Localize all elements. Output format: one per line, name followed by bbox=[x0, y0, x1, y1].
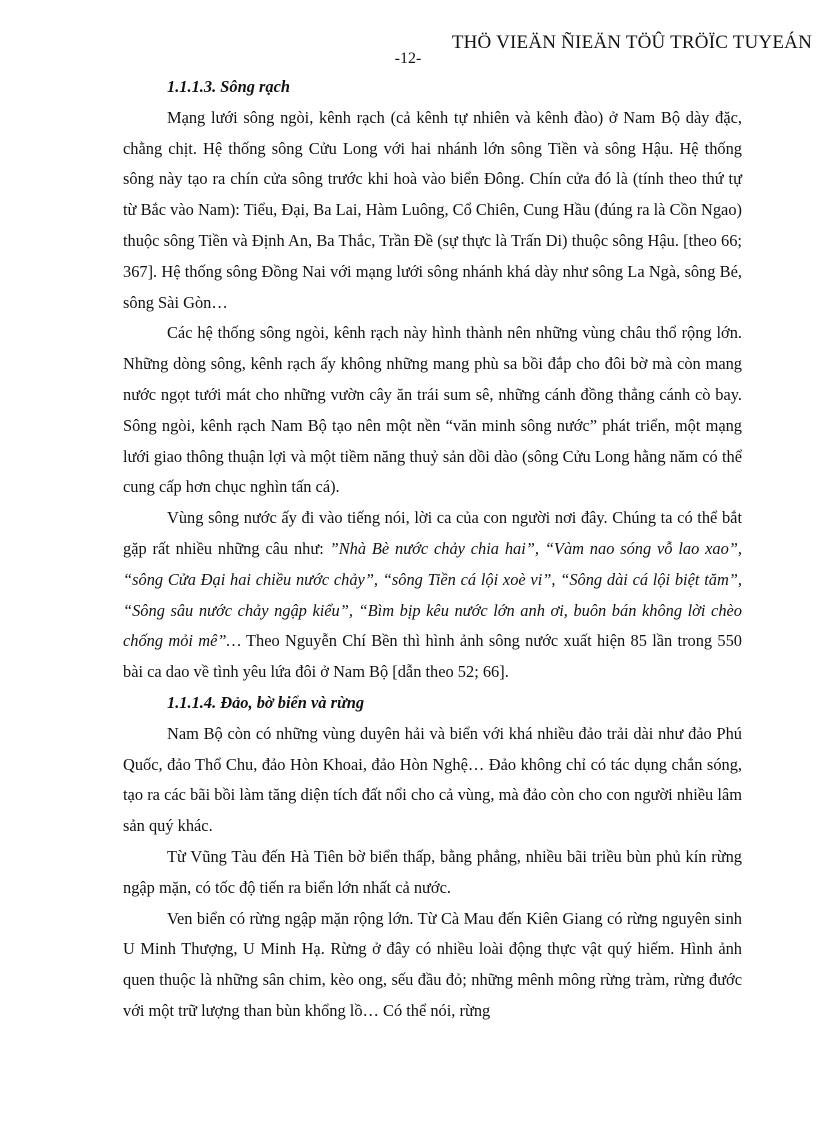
section-heading-dao-bo-bien-rung: 1.1.1.4. Đảo, bờ biển và rừng bbox=[167, 692, 365, 712]
paragraph-intro: Vùng sông nước ấy đi vào tiếng nói, lời ca của con người nơi đây. Chúng ta có thể bắt gặp rất nhiều những câu như: bbox=[123, 508, 742, 558]
paragraph: Các hệ thống sông ngòi, kênh rạch này hình thành nên những vùng châu thổ rộng lớn. Những dòng sông, kênh rạch ấy không những mang phù sa bồi đắp cho đôi bờ mà còn mang nước ngọt tưới mát cho những vườn cây ăn trái sum sê, những cánh đồng thẳng cánh cò bay. Sông ngòi, kênh rạch Nam Bộ tạo nên một nền “văn minh sông nước” phát triển, một mạng lưới giao thông thuận lợi và một tiềm năng thuỷ sản dồi dào (sông Cửu Long hằng năm có thể cung cấp hơn chục nghìn tấn cá). bbox=[123, 323, 742, 497]
paragraph: Từ Vũng Tàu đến Hà Tiên bờ biển thấp, bằng phẳng, nhiều bãi triều bùn phủ kín rừng ngập mặn, có tốc độ tiến ra biển lớn nhất cả nước. bbox=[123, 846, 742, 897]
paragraph: Nam Bộ còn có những vùng duyên hải và biển với khá nhiều đảo trải dài như đảo Phú Quốc, đảo Thổ Chu, đảo Hòn Khoai, đảo Hòn Nghệ… Đảo không chỉ có tác dụng chắn sóng, tạo ra các bãi bồi làm tăng diện tích đất nổi cho cả vùng, mà đảo còn cho con người nhiều lâm sản quý khác. bbox=[123, 723, 742, 836]
paragraph: Mạng lưới sông ngòi, kênh rạch (cả kênh tự nhiên và kênh đào) ở Nam Bộ dày đặc, chằng chịt. Hệ thống sông Cửu Long với hai nhánh lớn sông Tiền và sông Hậu. Hệ thống sông này tạo ra chín cửa sông trước khi hoà vào biển Đông. Chín cửa đó là (tính theo thứ tự từ Bắc vào Nam): Tiểu, Đại, Ba Lai, Hàm Luông, Cổ Chiên, Cung Hầu (đúng ra là Cồn Ngao) thuộc sông Tiền và Định An, Ba Thắc, Trần Đề (sự thực là Trấn Di) thuộc sông Hậu. [theo 66; 367]. Hệ thống sông Đồng Nai với mạng lưới sông nhánh khá dày như sông La Ngà, sông Bé, sông Sài Gòn… bbox=[123, 107, 742, 312]
folk-verse-quotes: ”Nhà Bè nước chảy chia hai”, “Vàm nao sóng vỗ lao xao”, “sông Cửa Đại hai chiều nước chảy”, “sông Tiền cá lội xoè vi”, “Sông dài cá lội biệt tăm”, “Sông sâu nước chảy ngập kiểu”, “Bìm bịp kêu nước lớn anh ơi, buôn bán không lời chèo chống mỏi mê”… bbox=[123, 538, 742, 651]
section-heading-song-rach: 1.1.1.3. Sông rạch bbox=[167, 77, 290, 96]
paragraph-with-quotes bbox=[123, 503, 742, 688]
library-watermark-header: THÖ VIEÄN ÑIEÄN TÖÛ TRÖÏC TUYEÁN bbox=[451, 32, 812, 53]
page-number: -12- bbox=[394, 50, 422, 67]
paragraph: Ven biển có rừng ngập mặn rộng lớn. Từ Cà Mau đến Kiên Giang có rừng nguyên sinh U Minh Thượng, U Minh Hạ. Rừng ở đây có nhiều loài động thực vật quý hiếm. Hình ảnh quen thuộc là những sân chim, kèo ong, sếu đầu đỏ; những mênh mông rừng tràm, rừng đước với một trữ lượng than bùn khổng lồ… Có thể nói, rừng bbox=[123, 908, 742, 1020]
document-body bbox=[123, 72, 742, 1027]
paragraph-rest: Theo Nguyễn Chí Bền thì hình ảnh sông nước xuất hiện 85 lần trong 550 bài ca dao về tình yêu lứa đôi ở Nam Bộ [dẫn theo 52; 66]. bbox=[123, 631, 742, 682]
